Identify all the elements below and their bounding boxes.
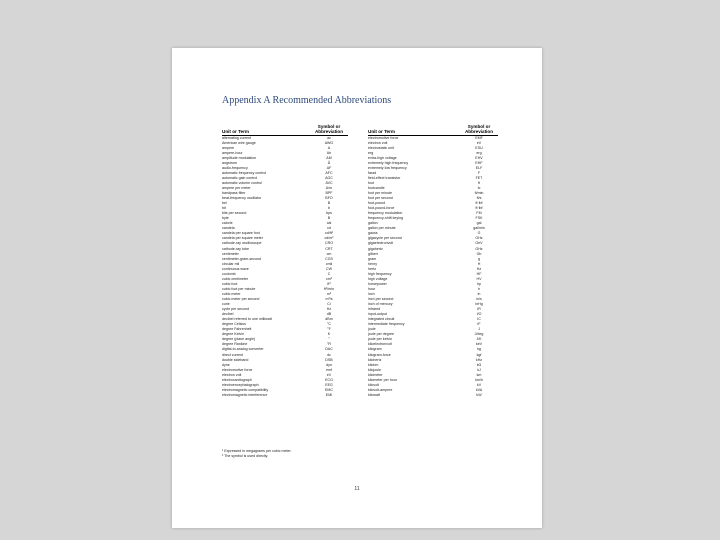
symbol-cell: HV (476, 276, 482, 281)
symbol-cell: inHg (475, 302, 483, 307)
term-cell: inch per second (368, 297, 394, 301)
symbol-cell: cmil (325, 261, 333, 266)
symbol-cell: Ci (327, 302, 331, 307)
symbol-cell: kgf (476, 352, 482, 357)
header-symbol-line2: Abbreviation (464, 129, 494, 134)
header-unit-or-term: Unit or Term (368, 129, 395, 134)
term-cell: curie (222, 302, 230, 307)
table-row (368, 393, 498, 398)
term-cell: decibel referred to one milliwatt (222, 317, 272, 322)
footnote: ² The symbol is used directly. (222, 454, 269, 458)
term-cell: decibel (222, 312, 234, 317)
term-cell: erg (368, 150, 374, 155)
symbol-cell: EMI (325, 392, 333, 397)
term-cell: cubic meter per second (222, 297, 260, 301)
symbol-cell: ft (478, 180, 480, 185)
term-cell: joule per degree (368, 332, 394, 337)
header-symbol-line1: Symbol or (317, 124, 341, 129)
term-cell: joule per kelvin (368, 337, 392, 342)
symbol-cell: DSB (325, 357, 333, 362)
term-cell: gram (368, 256, 377, 261)
term-cell: kilogram (368, 347, 382, 352)
term-cell: gallon per minute (368, 226, 396, 231)
symbol-cell: ft³/min (324, 286, 334, 291)
symbol-cell: AGC (325, 175, 333, 180)
symbol-cell: J/deg (474, 332, 484, 337)
term-cell: cubic foot (222, 281, 238, 286)
symbol-cell: km/h (475, 377, 483, 382)
term-cell: cubic centimeter (222, 276, 249, 281)
symbol-cell: kW (476, 392, 482, 397)
symbol-cell: EMF (475, 135, 483, 140)
term-cell: foot-pound-force (368, 206, 395, 211)
term-cell: alternating current (222, 135, 251, 140)
symbol-cell: ac (327, 135, 331, 140)
term-cell: gigacycle per second (368, 236, 402, 241)
symbol-cell: AWG (324, 140, 334, 145)
term-cell: ampere-hour (222, 150, 243, 155)
symbol-cell: BPF (325, 191, 333, 196)
symbol-cell: I/O (476, 312, 482, 317)
term-cell: extremely high frequency (368, 160, 409, 165)
term-cell: ampere (222, 145, 235, 150)
symbol-cell: emf (326, 367, 332, 372)
term-cell: extra-high voltage (368, 155, 397, 160)
term-cell: hour (368, 286, 376, 291)
term-cell: beat-frequency oscillator (222, 196, 262, 201)
symbol-cell: B (327, 201, 331, 206)
term-cell: electromotive force (368, 135, 399, 140)
term-cell: automatic gain control (222, 175, 258, 180)
term-cell: footcandle (368, 185, 385, 190)
symbol-cell: erg (476, 150, 482, 155)
term-cell: gauss (368, 231, 378, 236)
symbol-cell: CGS (325, 256, 333, 261)
symbol-cell: cm³ (326, 276, 332, 281)
term-cell: high voltage (368, 276, 388, 281)
term-cell: high frequency (368, 271, 392, 276)
symbol-cell: C (327, 271, 331, 276)
header-symbol (460, 124, 498, 134)
symbol-cell: CRO (325, 241, 333, 246)
term-cell: cathode-ray tube (222, 246, 249, 251)
symbol-cell: m³ (326, 291, 332, 296)
term-cell: joule (368, 327, 376, 332)
term-cell: foot-pound (368, 201, 386, 206)
table-body-right (368, 136, 498, 398)
symbol-cell: dB (326, 312, 332, 317)
symbol-cell: h (478, 286, 480, 291)
table-header (368, 122, 498, 136)
term-cell: degree (plane angle) (222, 337, 256, 342)
term-cell: kilowatt (368, 392, 380, 397)
symbol-cell: EMC (325, 387, 333, 392)
symbol-cell: ft/s (476, 196, 482, 201)
term-cell: cathode-ray oscilloscope (222, 241, 262, 246)
symbol-cell: km (476, 372, 482, 377)
term-cell: ampere per meter (222, 185, 251, 190)
term-cell: gallon (368, 221, 378, 226)
header-symbol-line2: Abbreviation (314, 129, 344, 134)
symbol-cell: kΩ (476, 362, 482, 367)
symbol-cell: ft³ (327, 281, 331, 286)
symbol-cell: GHz (475, 246, 483, 251)
symbol-cell: g (478, 256, 480, 261)
term-cell: electron volt (222, 372, 242, 377)
symbol-cell: HF (476, 271, 482, 276)
term-cell: direct current (222, 352, 243, 357)
symbol-cell: dBm (325, 317, 333, 322)
term-cell: extremely low frequency (368, 165, 407, 170)
symbol-cell: GeV (475, 241, 483, 246)
term-cell: frequency modulation (368, 211, 403, 216)
term-cell: centimeter (222, 251, 239, 256)
term-cell: kilohertz (368, 357, 382, 362)
symbol-cell: °R (326, 342, 332, 347)
term-cell: input-output (368, 312, 387, 317)
symbol-cell: A/m (325, 185, 333, 190)
term-cell: degree Celsius (222, 322, 246, 327)
symbol-cell: BFO (325, 196, 333, 201)
symbol-cell: kg (477, 347, 481, 352)
symbol-cell: B (327, 216, 331, 221)
symbol-cell: ft·lbf (475, 206, 483, 211)
symbol-cell: IR (477, 307, 481, 312)
symbol-cell: J/K (476, 337, 482, 342)
header-symbol (310, 124, 348, 134)
symbol-cell: in/s (476, 297, 482, 301)
symbol-cell: cd/m² (324, 236, 334, 241)
symbol-cell: EEG (325, 382, 333, 387)
symbol-cell: ECG (325, 377, 333, 382)
symbol-cell: ELF (475, 165, 483, 170)
term-cell: American wire gauge (222, 140, 256, 145)
term-cell: foot (368, 180, 374, 185)
symbol-cell: keV (475, 342, 483, 347)
symbol-cell: AVC (325, 180, 333, 185)
term-cell: cycle per second (222, 307, 249, 312)
symbol-cell: CRT (325, 246, 333, 251)
term-cell: bel (222, 201, 227, 206)
term-cell: cubic meter (222, 291, 241, 296)
symbol-cell: EHV (475, 155, 483, 160)
symbol-cell: dc (327, 352, 331, 357)
symbol-cell: A (327, 145, 331, 150)
term-cell: candela per square meter (222, 236, 263, 241)
header-symbol-line1: Symbol or (467, 124, 491, 129)
symbol-cell: °C (326, 322, 332, 327)
symbol-cell: J (478, 327, 480, 332)
symbol-cell: AM (326, 155, 332, 160)
term-cell: byte (222, 216, 229, 221)
term-cell: audio-frequency (222, 165, 248, 170)
term-cell: kilometer (368, 372, 383, 377)
symbol-cell: gal (476, 221, 482, 226)
symbol-cell: kVA (475, 387, 483, 392)
term-cell: farad (368, 170, 377, 175)
symbol-cell: gal/min (473, 226, 485, 231)
term-cell: foot per minute (368, 191, 392, 196)
symbol-cell: kJ (477, 367, 481, 372)
symbol-cell: Gb (476, 251, 482, 256)
symbol-cell: AFC (325, 170, 333, 175)
symbol-cell: hp (477, 281, 481, 286)
term-cell: horsepower (368, 281, 387, 286)
symbol-cell: FET (475, 175, 483, 180)
term-cell: electrocardiograph (222, 377, 252, 382)
symbol-cell: cd/ft² (325, 231, 333, 236)
term-cell: bit (222, 206, 226, 211)
symbol-cell: b (328, 206, 330, 211)
term-cell: calorie (222, 221, 233, 226)
symbol-cell: GHz (475, 236, 483, 241)
term-cell: degree Fahrenheit (222, 327, 252, 332)
symbol-cell: cd (327, 226, 331, 231)
term-cell: electrostatic unit (368, 145, 394, 150)
symbol-cell: FSK (475, 216, 483, 221)
page-title: Appendix A Recommended Abbreviations (222, 95, 392, 106)
symbol-cell: eV (476, 140, 482, 145)
term-cell: kilovolt (368, 382, 379, 387)
header-unit-or-term: Unit or Term (222, 129, 249, 134)
term-cell: kilohm (368, 362, 379, 367)
term-cell: gilbert (368, 251, 378, 256)
symbol-cell: G (477, 231, 481, 236)
symbol-cell: DAC (325, 347, 333, 352)
term-cell: automatic volume control (222, 180, 262, 185)
footnotes (222, 449, 292, 459)
symbol-cell: cm (326, 251, 332, 256)
symbol-cell: IC (477, 317, 481, 322)
term-cell: gigahertz (368, 246, 383, 251)
document-page (172, 48, 542, 528)
symbol-cell: ° (328, 337, 330, 342)
term-cell: kiloelectronvolt (368, 342, 392, 347)
symbol-cell: fc (477, 185, 481, 190)
term-cell: centimeter-gram-second (222, 256, 261, 261)
symbol-cell: kV (476, 382, 482, 387)
symbol-cell: EHF (475, 160, 483, 165)
term-cell: foot per second (368, 196, 393, 201)
term-cell: kilojoule (368, 367, 381, 372)
symbol-cell: AF (326, 165, 332, 170)
term-cell: henry (368, 261, 377, 266)
term-cell: angstrom (222, 160, 237, 165)
table-row (222, 393, 348, 398)
term-cell: double sideband (222, 357, 249, 362)
term-cell: dyne (222, 362, 230, 367)
term-cell: continuous wave (222, 266, 249, 271)
symbol-cell: ft·lbf (475, 201, 483, 206)
term-cell: field-effect transistor (368, 175, 401, 180)
term-cell: electromagnetic compatibility (222, 387, 269, 392)
symbol-cell: Hz (326, 307, 332, 312)
symbol-cell: in (477, 291, 481, 296)
term-cell: circular mil (222, 261, 240, 266)
term-cell: integrated circuit (368, 317, 395, 322)
term-cell: degree Kelvin (222, 332, 244, 337)
term-cell: bandpass filter (222, 191, 246, 196)
page-number: 11 (354, 486, 360, 492)
symbol-cell: cal (326, 221, 332, 226)
term-cell: amplitude modulation (222, 155, 257, 160)
term-cell: kilogram-force (368, 352, 391, 357)
term-cell: kilometer per hour (368, 377, 397, 382)
abbreviation-table-right (368, 122, 498, 398)
symbol-cell: H (477, 261, 481, 266)
term-cell: kilovolt-ampere (368, 387, 393, 392)
symbol-cell: Ah (326, 150, 332, 155)
term-cell: gigaelectronvolt (368, 241, 394, 246)
symbol-cell: IF (477, 322, 481, 327)
term-cell: infrared (368, 307, 381, 312)
term-cell: automatic frequency control (222, 170, 267, 175)
symbol-cell: bps (326, 211, 332, 216)
symbol-cell: CW (326, 266, 332, 271)
term-cell: electromotive force (222, 367, 253, 372)
symbol-cell: m³/s (325, 297, 333, 301)
term-cell: frequency-shift keying (368, 216, 403, 221)
symbol-cell: Å (327, 160, 331, 165)
symbol-cell: Hz (476, 266, 482, 271)
symbol-cell: eV (326, 372, 332, 377)
term-cell: bits per second (222, 211, 247, 216)
symbol-cell: dyn (326, 362, 332, 367)
term-cell: digital-to-analog converter (222, 347, 264, 352)
symbol-cell: ESU (475, 145, 483, 150)
term-cell: candela per square foot (222, 231, 260, 236)
table-body-left (222, 136, 348, 398)
term-cell: coulomb (222, 271, 236, 276)
abbreviation-table-left (222, 122, 348, 398)
term-cell: degree Rankine (222, 342, 248, 347)
term-cell: inch of mercury (368, 302, 393, 307)
term-cell: inch (368, 291, 375, 296)
term-cell: intermediate frequency (368, 322, 405, 327)
symbol-cell: °F (327, 327, 331, 332)
term-cell: candela (222, 226, 235, 231)
symbol-cell: K (327, 332, 331, 337)
symbol-cell: F (477, 170, 481, 175)
term-cell: hertz (368, 266, 376, 271)
term-cell: electroencephalograph (222, 382, 259, 387)
table-header (222, 122, 348, 136)
symbol-cell: kHz (475, 357, 483, 362)
symbol-cell: FM (476, 211, 482, 216)
term-cell: electron volt (368, 140, 388, 145)
symbol-cell: ft/min (474, 191, 484, 196)
term-cell: electromagnetic interference (222, 392, 268, 397)
footnote: ¹ Expressed in megagrams per cubic meter. (222, 449, 292, 453)
term-cell: cubic foot per minute (222, 286, 256, 291)
